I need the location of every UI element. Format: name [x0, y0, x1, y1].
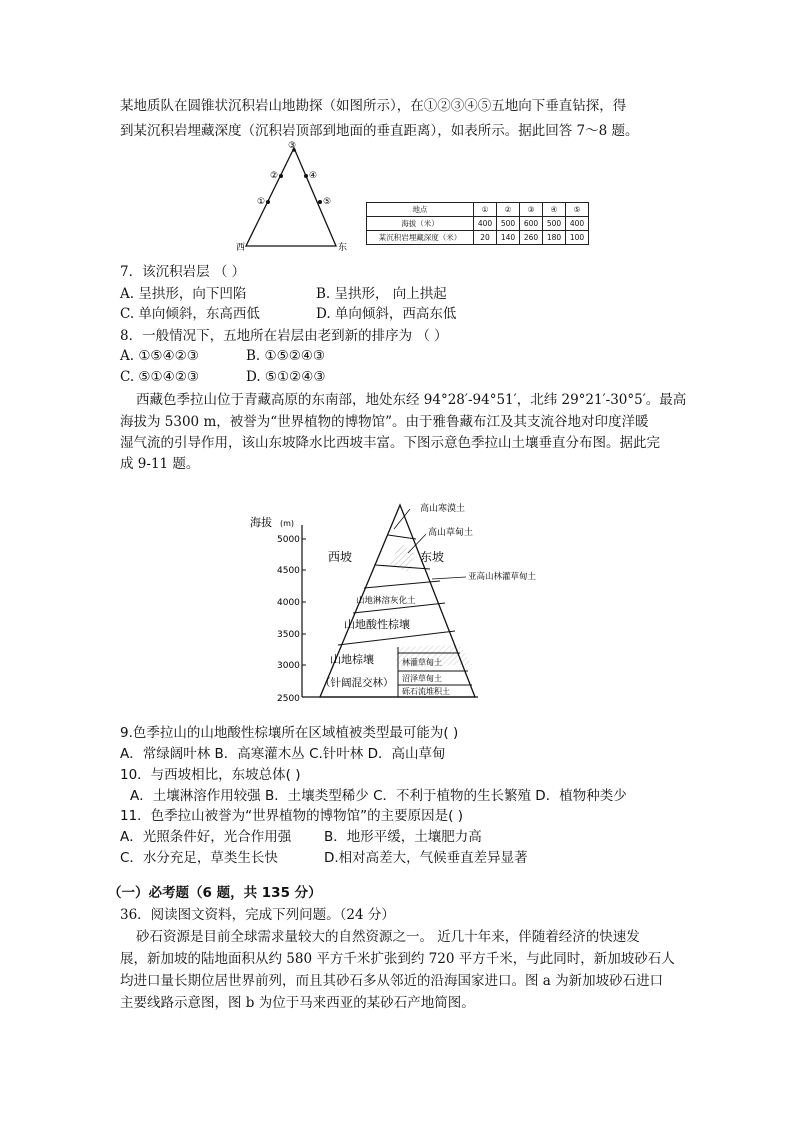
passage2-line-2: 海拔为 5300 m，被誉为“世界植物的博物馆”。由于雅鲁藏布江及其支流谷地对印度洋暖 — [120, 414, 649, 430]
passage2-line-1: 西藏色季拉山位于青藏高原的东南部，地处东经 94°28′-94°51′，北纬 29°21′-30°5′。最高 — [136, 392, 687, 408]
table-cell: 500 — [543, 217, 566, 231]
q8-option-b: B. ①⑤②④③ — [246, 348, 326, 364]
tick-label-4500: 4500 — [277, 566, 300, 576]
y-axis-label: 海拔 — [250, 516, 272, 529]
q11-option-d: D.相对高差大，气候垂直差异显著 — [324, 850, 528, 866]
tick-label-4000: 4000 — [277, 598, 300, 608]
soil-vertical-distribution-diagram — [250, 495, 537, 704]
q36-paragraph-line-1: 砂石资源是目前全球需求量较大的自然资源之一。 近几十年来，伴随着经济的快速发 — [136, 929, 640, 945]
table-cell: 260 — [520, 231, 543, 245]
q7-option-a: A. 呈拱形，向下凹陷 — [120, 286, 247, 302]
tick-label-3500: 3500 — [277, 630, 300, 640]
label-swamp-meadow-soil: 沼泽草甸土 — [402, 674, 442, 683]
table-cell: 180 — [543, 231, 566, 245]
q7-option-b: B. 呈拱形， 向上拱起 — [316, 286, 447, 302]
intro-line-1: 某地质队在圆锥状沉积岩山地勘探（如图所示），在①②③④⑤五地向下垂直钻探，得 — [120, 98, 627, 114]
q8-option-a: A. ①⑤④②③ — [120, 348, 199, 364]
passage2-line-4: 成 9-11 题。 — [120, 456, 200, 472]
label-shrub-meadow-soil: 林灌草甸土 — [402, 658, 442, 667]
q11-option-a: A．光照条件好，光合作用强 — [120, 829, 292, 845]
q10-options: A．土壤淋溶作用较强 B．土壤类型稀少 C．不利于植物的生长繁殖 D．植物种类少 — [130, 788, 627, 804]
point-4-marker — [304, 174, 308, 178]
table-cell: 140 — [497, 231, 520, 245]
boundary-subalpine — [364, 581, 440, 588]
q36-paragraph-line-4: 主要线路示意图，图 b 为位于马来西亚的某砂石产地简图。 — [120, 995, 475, 1011]
passage2-line-3: 湿气流的引导作用，该山东坡降水比西坡丰富。下图示意色季拉山土壤垂直分布图。据此完 — [120, 435, 660, 451]
point-5-marker — [318, 200, 322, 204]
q9-options: A．常绿阔叶林 B．高寒灌木丛 C.针叶林 D．高山草甸 — [120, 746, 446, 762]
tick-label-3000: 3000 — [277, 661, 300, 671]
q11-option-b: B．地形平缓，土壤肥力高 — [324, 829, 482, 845]
label-alpine-frozen-soil: 高山寒漠土 — [420, 504, 466, 514]
table-cell: 400 — [566, 217, 589, 231]
tick-label-5000: 5000 — [277, 535, 300, 545]
label-point-4: ④ — [309, 171, 318, 181]
label-gravel-soil: 砾石流堆积土 — [402, 687, 450, 696]
label-alpine-meadow-soil: 高山草甸土 — [428, 528, 474, 538]
label-acid-brown-soil: 山地酸性棕壤 — [344, 618, 410, 631]
table-row — [367, 231, 589, 245]
table-cell: ④ — [543, 203, 566, 217]
label-point-1: ① — [257, 197, 266, 207]
table-cell: 100 — [566, 231, 589, 245]
table-header-row — [367, 203, 589, 217]
table-cell: 600 — [520, 217, 543, 231]
q7-option-d: D. 单向倾斜，西高东低 — [316, 306, 457, 322]
q11-option-c: C．水分充足，草类生长快 — [120, 850, 278, 866]
cone-mountain-diagram — [230, 140, 360, 252]
table-cell: 20 — [474, 231, 497, 245]
intro-line-2: 到某沉积岩埋藏深度（沉积岩顶部到地面的垂直距离），如表所示。据此回答 7～8 题。 — [120, 123, 639, 139]
label-leached-soil: 山地淋溶灰化土 — [356, 596, 416, 606]
q8-option-c: C. ⑤①④②③ — [120, 369, 199, 385]
tick-label-2500: 2500 — [277, 694, 300, 704]
table-cell: ① — [474, 203, 497, 217]
q36-paragraph-line-2: 展，新加坡的陆地面积从约 580 平方千米扩张到约 720 平方千米，与此同时，新加坡砂石人 — [120, 951, 675, 967]
y-axis-unit: (m) — [280, 519, 295, 528]
q8-stem: 8．一般情况下，五地所在岩层由老到新的排序为 （ ） — [120, 328, 448, 344]
label-west-slope: 西坡 — [328, 550, 353, 564]
q10-stem: 10．与西坡相比，东坡总体( ) — [120, 767, 301, 783]
table-row — [367, 217, 589, 231]
label-subalpine-soil: 亚高山林灌草甸土 — [468, 572, 537, 582]
label-brown-soil: 山地棕壤 — [330, 653, 374, 666]
q36-paragraph-line-3: 均进口量长期位居世界前列，而且其砂石多从邻近的沿海国家进口。图 a 为新加坡砂石进口 — [120, 973, 664, 989]
label-east: 东 — [338, 243, 348, 253]
q7-stem: 7．该沉积岩层 （ ） — [120, 264, 246, 280]
table-cell: ③ — [520, 203, 543, 217]
q11-stem: 11．色季拉山被誉为“世界植物的博物馆”的主要原因是( ) — [120, 808, 463, 824]
q9-stem: 9.色季拉山的山地酸性棕壤所在区域植被类型最可能为( ) — [120, 725, 459, 741]
table-cell: 某沉积岩埋藏深度（米） — [367, 231, 474, 245]
y-axis-ticks — [302, 539, 306, 665]
table-cell: 海拔（米） — [367, 217, 474, 231]
table-cell: 500 — [497, 217, 520, 231]
table-cell: ② — [497, 203, 520, 217]
table-cell: ⑤ — [566, 203, 589, 217]
q7-option-c: C. 单向倾斜，东高西低 — [120, 306, 260, 322]
label-point-5: ⑤ — [323, 197, 332, 207]
table-cell: 地点 — [367, 203, 474, 217]
label-point-3: ③ — [288, 141, 297, 151]
hatched-band-upper — [390, 543, 414, 573]
point-2-marker — [279, 174, 283, 178]
label-east-slope: 东坡 — [420, 550, 445, 564]
drilling-data-table — [366, 202, 589, 245]
label-west: 西 — [236, 243, 246, 253]
point-1-marker — [266, 200, 270, 204]
section-heading: （一）必考题（6 题，共 135 分） — [108, 885, 322, 901]
q8-option-d: D. ⑤①②④③ — [246, 369, 326, 385]
label-point-2: ② — [270, 171, 279, 181]
q36-stem: 36．阅读图文资料，完成下列问题。（24 分） — [120, 907, 395, 923]
label-mixed-forest: （针阔混交林） — [320, 677, 394, 689]
table-cell: 400 — [474, 217, 497, 231]
boundary-acid — [338, 631, 455, 645]
